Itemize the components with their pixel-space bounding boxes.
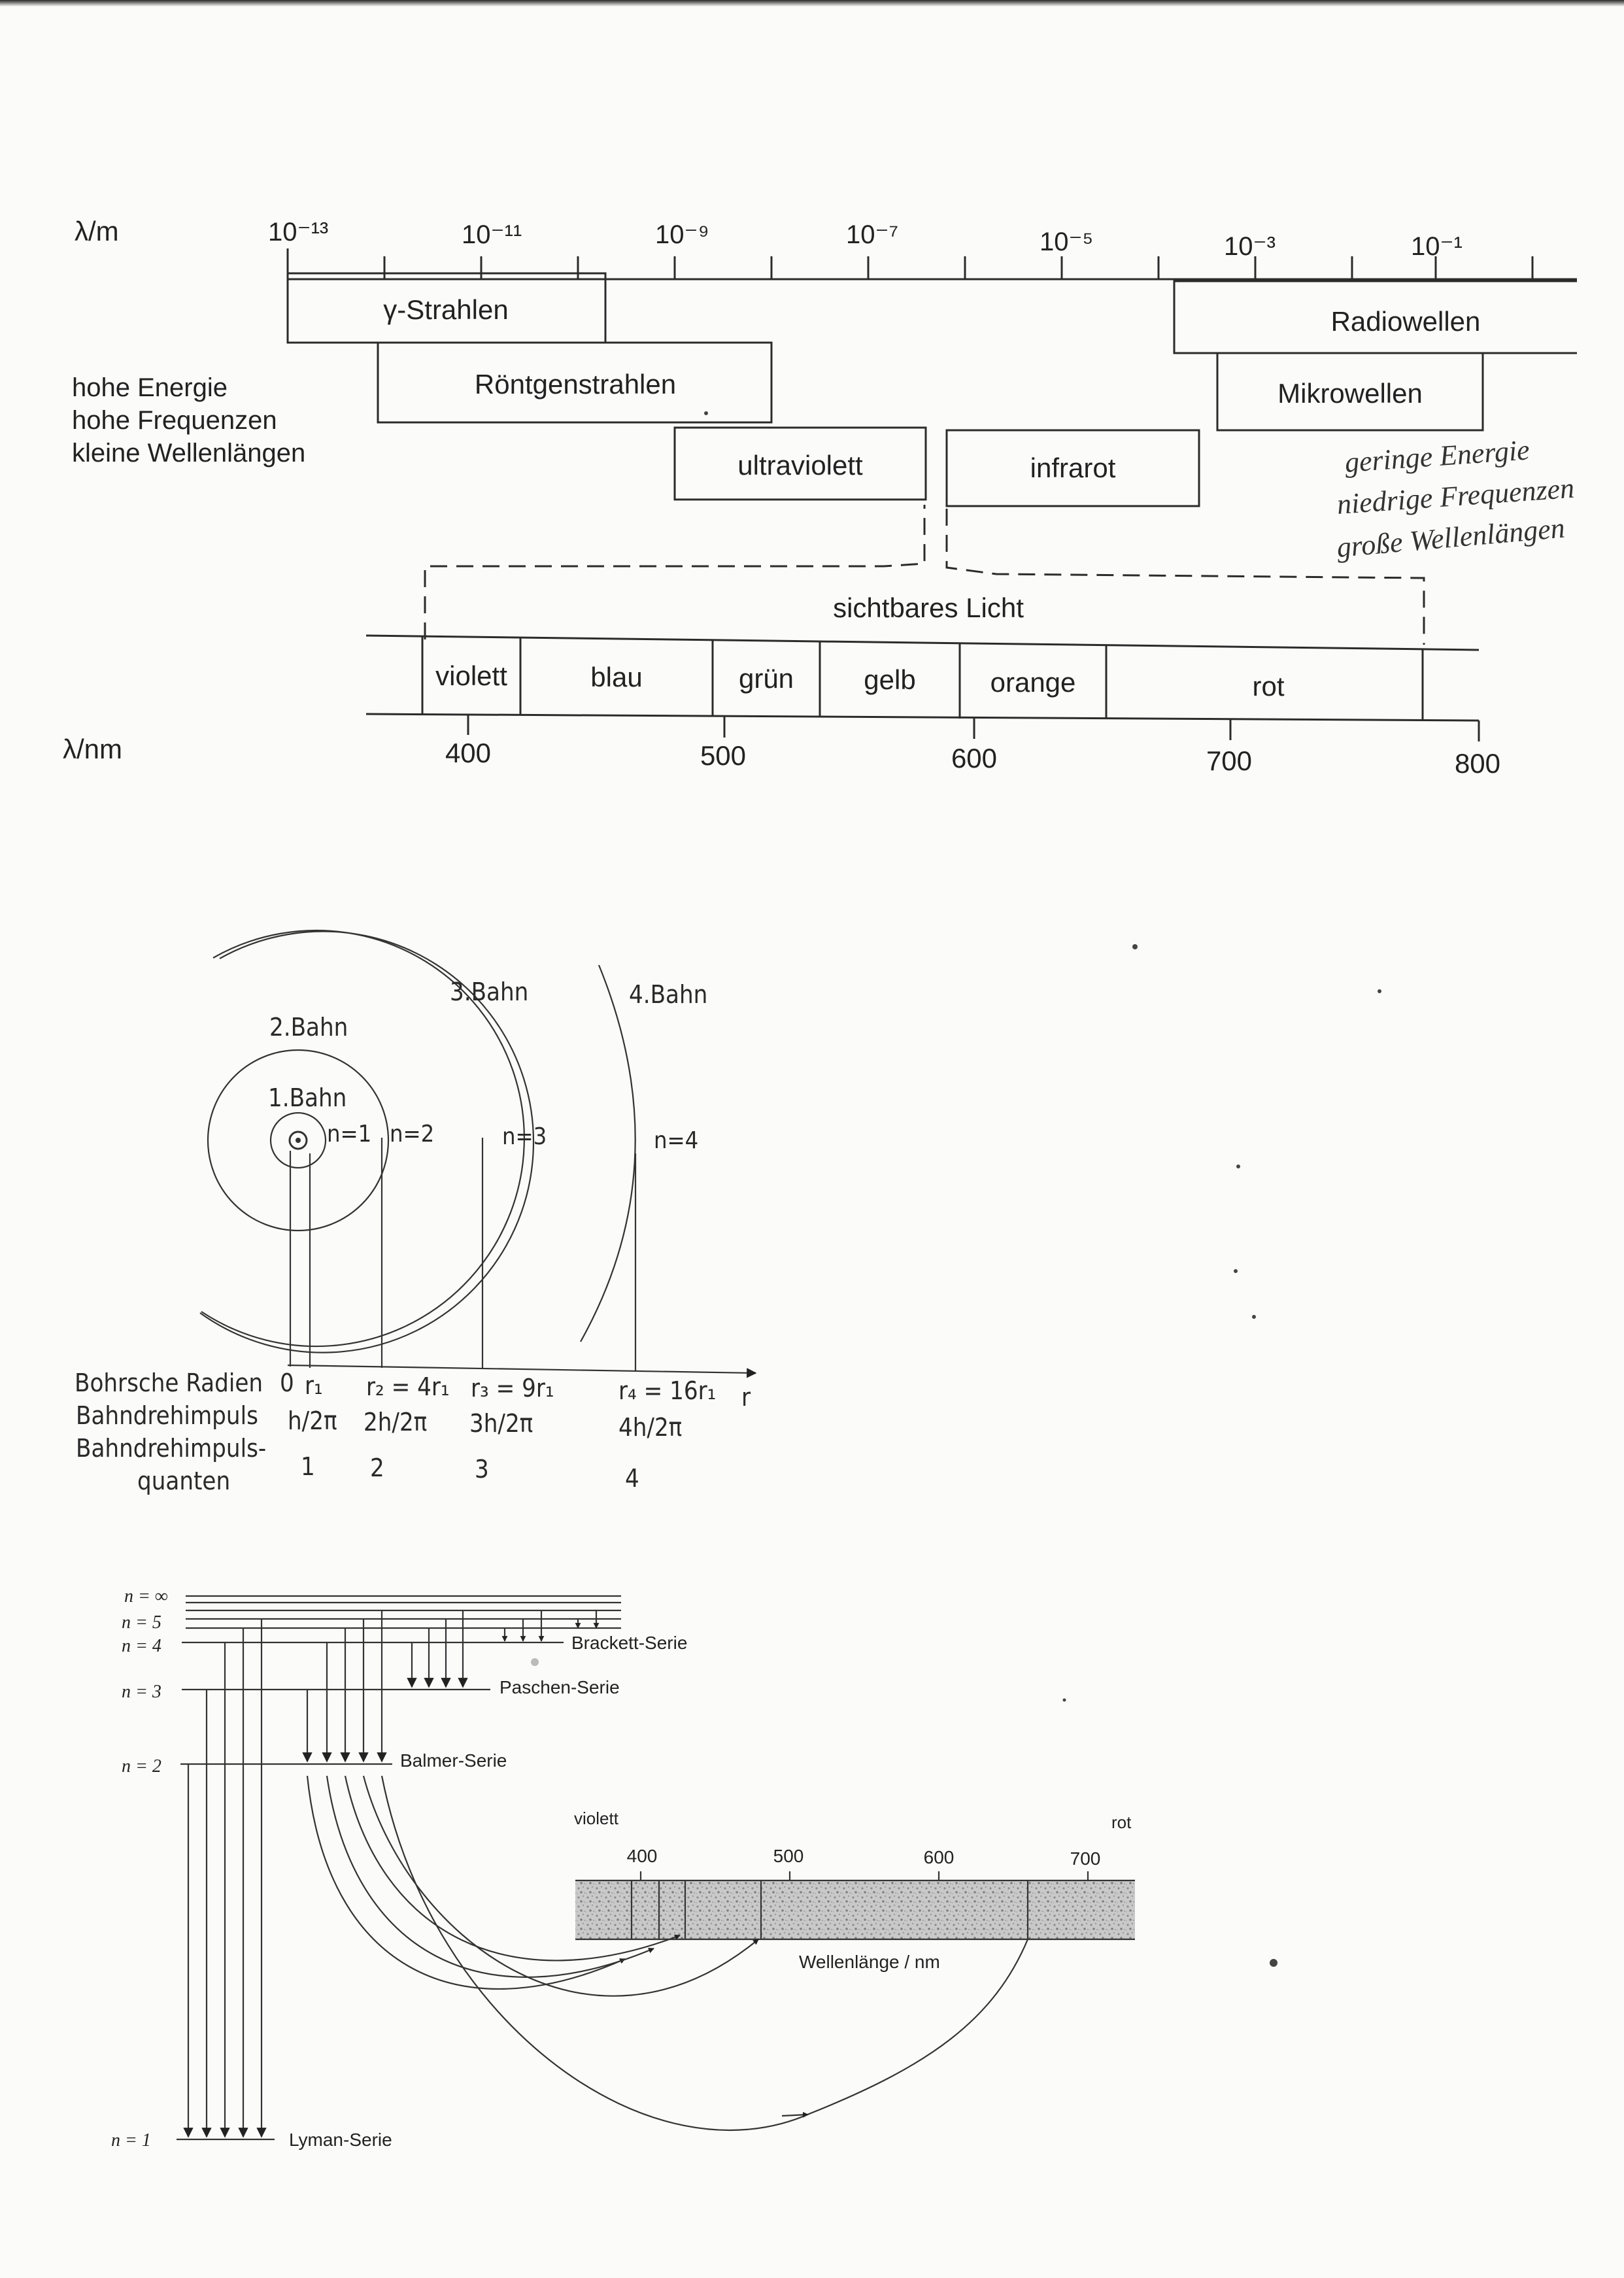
momentum-2: 2h/2π	[364, 1408, 428, 1436]
right-note-line-1: geringe Energie	[1344, 434, 1531, 479]
axis-label-nm: λ/nm	[63, 734, 123, 764]
level-label-3: n = 3	[122, 1682, 161, 1702]
axis-ticks-m	[288, 248, 1532, 279]
color-blau: blau	[590, 662, 643, 692]
band-ir-label: infrarot	[1030, 452, 1116, 483]
quantum-4: 4	[625, 1464, 639, 1493]
nm-600: 600	[951, 743, 998, 774]
nm-ticks	[468, 714, 1479, 741]
orbit-label-2: 2.Bahn	[269, 1013, 348, 1042]
level-label-4: n = 4	[122, 1636, 161, 1656]
radius-r2: r₂ = 4r₁	[366, 1372, 450, 1401]
paschen-label: Paschen-Serie	[499, 1677, 620, 1697]
color-gelb: gelb	[864, 664, 916, 695]
orbit-label-3: 3.Bahn	[450, 978, 529, 1006]
exp-label-1: 10⁻¹	[1411, 232, 1463, 261]
level-label-1: n = 1	[111, 2130, 151, 2150]
left-note-line-2: hohe Frequenzen	[72, 406, 277, 435]
nm-500: 500	[700, 740, 747, 771]
spectrum-ticks	[641, 1871, 1088, 1880]
band-radio	[1174, 281, 1577, 353]
axis-label-m: λ/m	[75, 216, 119, 246]
spectrum-tick-700: 700	[1070, 1848, 1101, 1869]
spectrum-axis-label: Wellenlänge / nm	[799, 1952, 940, 1972]
brackett-label: Brackett-Serie	[571, 1633, 688, 1653]
spectrum-violett-label: violett	[574, 1809, 618, 1828]
row-label-impuls: Bahndrehimpuls	[76, 1401, 258, 1430]
row-label-radien: Bohrsche Radien	[75, 1368, 263, 1397]
color-rot: rot	[1252, 671, 1285, 702]
spectrum-tick-600: 600	[923, 1847, 955, 1867]
exp-label-5: 10⁻⁵	[1040, 228, 1094, 256]
color-gruen: grün	[738, 663, 794, 694]
n-label-4: n=4	[654, 1127, 699, 1154]
band-radio-label: Radiowellen	[1330, 306, 1481, 337]
right-note-line-3: große Wellenlängen	[1335, 511, 1566, 564]
exp-label-13: 10⁻¹³	[268, 218, 329, 246]
band-uv	[675, 428, 926, 500]
orbit-4-arc	[581, 965, 635, 1342]
band-gamma	[288, 273, 605, 343]
balmer-spectrum-bar	[574, 1809, 1135, 1972]
band-xray	[378, 343, 771, 422]
balmer-label: Balmer-Serie	[400, 1750, 507, 1771]
em-spectrum	[63, 216, 1577, 779]
level-label-inf: n = ∞	[124, 1586, 168, 1606]
nm-400: 400	[445, 738, 492, 768]
row-label-quanten-2: quanten	[137, 1467, 231, 1495]
bohr-model	[75, 930, 756, 1495]
band-ir	[947, 430, 1199, 506]
exp-label-11: 10⁻¹¹	[462, 220, 522, 249]
level-label-2: n = 2	[122, 1756, 161, 1776]
radius-r1: r₁	[305, 1371, 323, 1400]
n-label-1: n=1	[327, 1121, 372, 1148]
exp-label-9: 10⁻⁹	[655, 220, 709, 249]
orbit-label-4: 4.Bahn	[629, 980, 708, 1009]
lyman-label: Lyman-Serie	[289, 2130, 392, 2150]
quantum-3: 3	[475, 1455, 489, 1484]
n-label-3: n=3	[502, 1123, 547, 1150]
nm-700: 700	[1206, 745, 1253, 776]
visible-light-title: sichtbares Licht	[833, 592, 1024, 623]
color-orange: orange	[990, 667, 1076, 698]
left-note-line-3: kleine Wellenlängen	[72, 439, 306, 468]
r-axis	[288, 1365, 756, 1373]
band-micro-label: Mikrowellen	[1277, 378, 1423, 409]
exp-label-7: 10⁻⁷	[846, 220, 899, 249]
spectrum-rot-label: rot	[1111, 1812, 1132, 1832]
level-label-5: n = 5	[122, 1612, 161, 1633]
quantum-1: 1	[301, 1452, 315, 1481]
spectrum-tick-400: 400	[626, 1846, 658, 1866]
n-label-2: n=2	[390, 1121, 435, 1148]
left-note-line-1: hohe Energie	[72, 373, 228, 402]
spectrum-tick-500: 500	[773, 1846, 804, 1866]
paschen-arrows	[412, 1610, 463, 1687]
band-micro	[1217, 353, 1483, 430]
radius-r4: r₄ = 16r₁	[618, 1376, 717, 1405]
exp-label-3: 10⁻³	[1224, 232, 1276, 261]
band-gamma-label: γ-Strahlen	[383, 294, 509, 325]
nucleus-dot-icon	[296, 1138, 301, 1143]
origin-zero: 0	[280, 1368, 294, 1397]
color-violett: violett	[435, 660, 507, 691]
radius-r3: r₃ = 9r₁	[471, 1374, 554, 1402]
quantum-2: 2	[370, 1454, 384, 1482]
right-note-line-2: niedrige Frequenzen	[1336, 471, 1576, 520]
r-axis-label: r	[741, 1383, 751, 1412]
momentum-4: 4h/2π	[618, 1413, 683, 1442]
lyman-arrows	[188, 1619, 262, 2137]
scan-specks	[531, 411, 1381, 1967]
visible-light-bracket	[425, 505, 1424, 645]
balmer-arrows	[307, 1610, 382, 1761]
orbit-label-1: 1.Bahn	[268, 1083, 347, 1112]
momentum-3: 3h/2π	[469, 1409, 533, 1438]
hydrogen-levels	[111, 1586, 1135, 2150]
visible-color-strip	[366, 636, 1479, 721]
momentum-1: h/2π	[288, 1406, 337, 1435]
nm-800: 800	[1454, 748, 1501, 779]
band-uv-label: ultraviolett	[737, 450, 863, 481]
band-xray-label: Röntgenstrahlen	[474, 369, 677, 400]
row-label-quanten-1: Bahndrehimpuls-	[76, 1434, 267, 1463]
